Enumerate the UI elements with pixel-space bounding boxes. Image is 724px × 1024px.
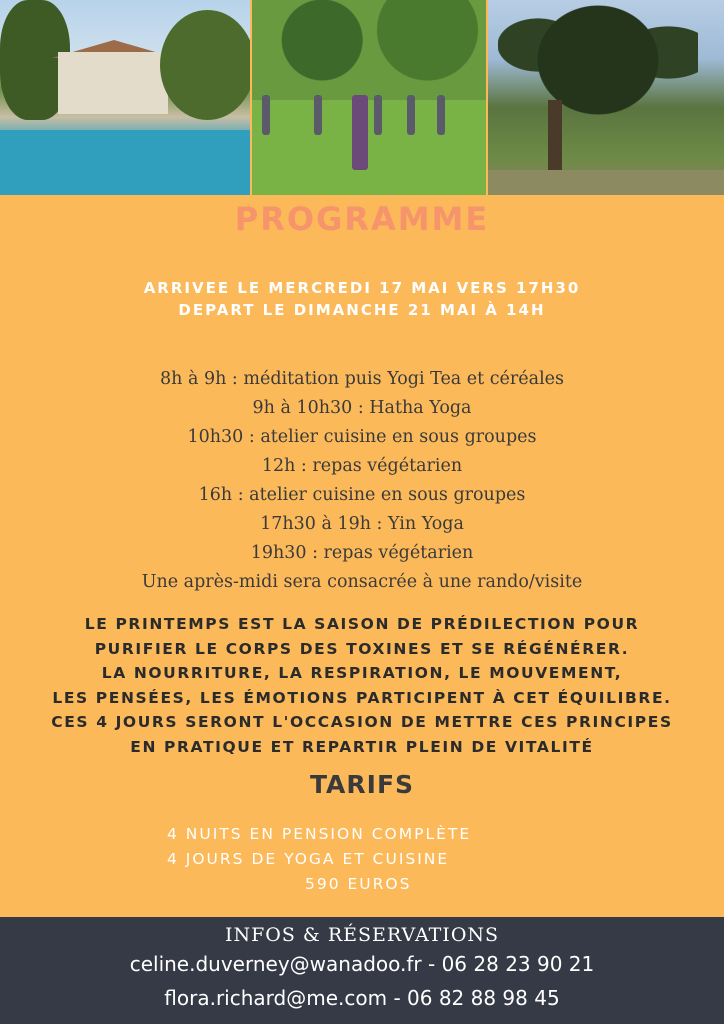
photo-strip [0,0,724,195]
photo-house-pool [0,0,250,195]
schedule-list [0,365,724,597]
tarif-line-days: 4 JOURS DE YOGA ET CUISINE [167,850,450,868]
schedule-item: 17h30 à 19h : Yin Yoga [260,514,464,534]
schedule-item: Une après-midi sera consacrée à une rando/visite [141,572,583,592]
page-title: PROGRAMME [234,200,490,238]
paragraph-line: EN PRATIQUE ET REPARTIR PLEIN DE VITALITÉ [130,737,594,756]
schedule-item: 19h30 : repas végétarien [250,543,474,563]
schedule-item: 16h : atelier cuisine en sous groupes [198,485,526,505]
tarif-line-nights: 4 NUITS EN PENSION COMPLÈTE [167,825,472,843]
photo-cedar-park [488,0,724,195]
schedule-item: 9h à 10h30 : Hatha Yoga [252,398,472,418]
paragraph-line: LE PRINTEMPS EST LA SAISON DE PRÉDILECTION POUR [84,615,640,633]
schedule-item: 10h30 : atelier cuisine en sous groupes [187,427,537,447]
footer-title: INFOS & RÉSERVATIONS [224,924,500,946]
tarif-price: 590 EUROS [305,875,412,893]
schedule-item: 8h à 9h : méditation puis Yogi Tea et céréales [159,369,564,389]
tarifs-heading: TARIFS [309,770,415,799]
footer-contact [0,917,724,1024]
paragraph-line: LA NOURRITURE, LA RESPIRATION, LE MOUVEMENT, [101,664,623,682]
description-paragraph [0,612,724,759]
paragraph-line: PURIFIER LE CORPS DES TOXINES ET SE RÉGÉNÉRER. [94,639,630,658]
photo-outdoor-yoga [252,0,485,195]
paragraph-line: LES PENSÉES, LES ÉMOTIONS PARTICIPENT À CET ÉQUILIBRE. [52,688,672,707]
contact-flora[interactable]: flora.richard@me.com - 06 82 88 98 45 [164,986,560,1010]
contact-celine[interactable]: celine.duverney@wanadoo.fr - 06 28 23 90 21 [129,952,595,976]
schedule-item: 12h : repas végétarien [261,456,463,476]
departure-line: DEPART LE DIMANCHE 21 MAI À 14H [178,301,546,319]
arrival-line: ARRIVEE LE MERCREDI 17 MAI VERS 17H30 [143,279,581,297]
paragraph-line: CES 4 JOURS SERONT L'OCCASION DE METTRE CES PRINCIPES [51,713,673,731]
